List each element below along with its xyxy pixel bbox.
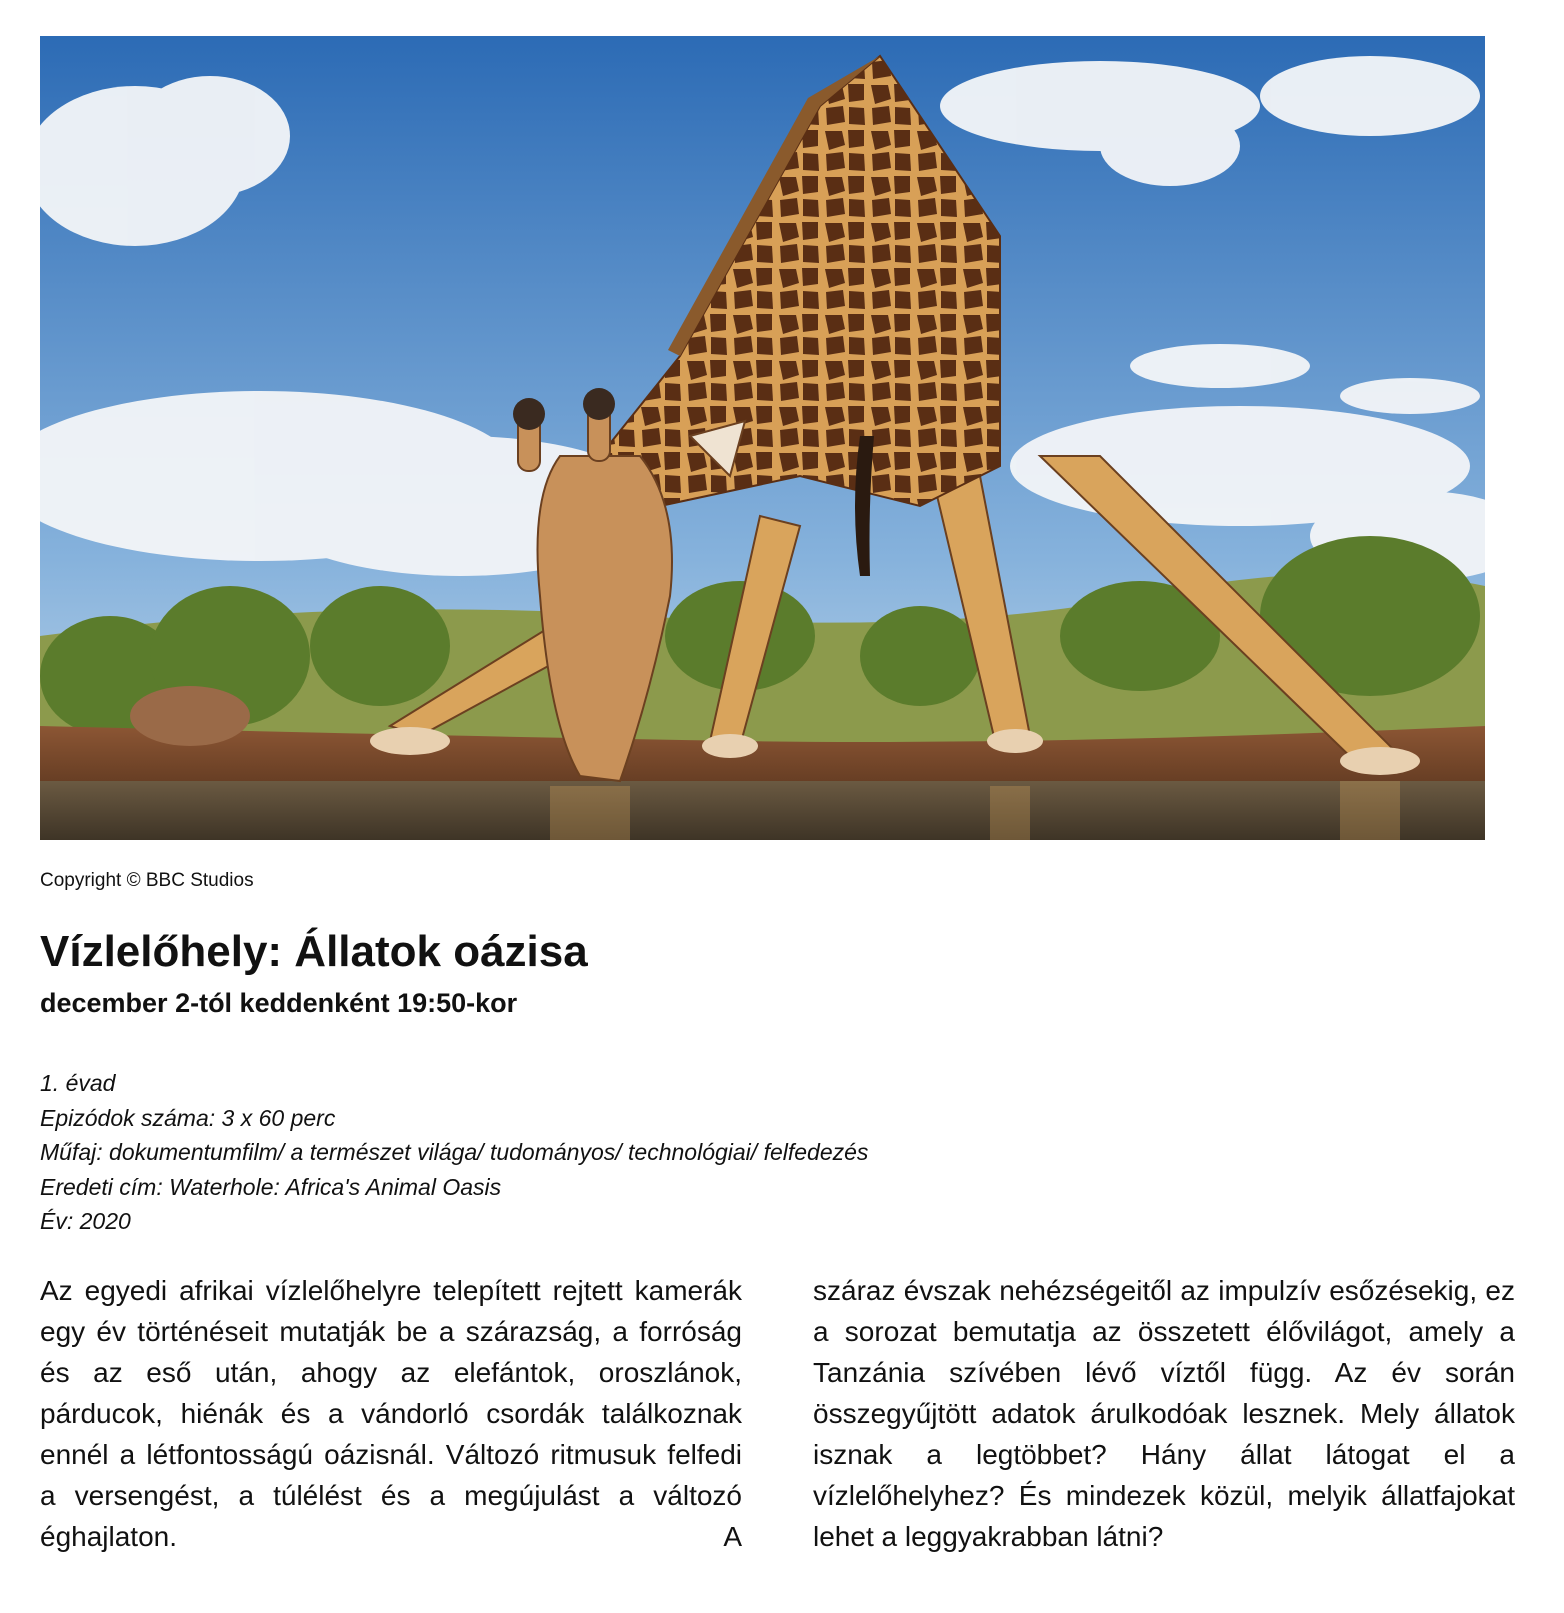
hero-image bbox=[40, 36, 1485, 840]
page-title: Vízlelőhely: Állatok oázisa bbox=[40, 927, 588, 976]
giraffe-photo bbox=[40, 36, 1485, 840]
body-text-column-left: Az egyedi afrikai vízlelőhelyre telepített rejtett kamerák egy év történéseit mutatják be a szárazság, a forróság és az eső után, ahogy az elefántok, oroszlánok, párducok, hiénák és a vándorló csordák találkoznak ennél a létfontosságú oázisnál. Változó ritmusuk felfedi a versengést, a túlélést és a megújulást a változó éghajlaton. A bbox=[40, 1275, 742, 1552]
meta-genre: Műfaj: dokumentumfilm/ a természet világa/ tudományos/ technológiai/ felfedezés bbox=[40, 1139, 869, 1165]
meta-year: Év: 2020 bbox=[40, 1208, 131, 1234]
meta-episodes: Epizódok száma: 3 x 60 perc bbox=[40, 1104, 336, 1131]
show-metadata bbox=[40, 1066, 868, 1239]
copyright-caption: Copyright © BBC Studios bbox=[40, 870, 254, 891]
broadcast-schedule: december 2-tól keddenként 19:50-kor bbox=[40, 988, 518, 1018]
meta-original-title: Eredeti cím: Waterhole: Africa's Animal Oasis bbox=[40, 1173, 502, 1200]
body-text-column-right: száraz évszak nehézségeitől az impulzív esőzésekig, ez a sorozat bemutatja az összetett élővilágot, amely a Tanzánia szívében lévő víztől függ. Az év során összegyűjtött adatok árulkodóak lesznek. Mely állatok isznak a legtöbbet? Hány állat látogat el a vízlelőhelyhez? És mindezek közül, melyik állatfajokat lehet a leggyakrabban látni? bbox=[813, 1275, 1515, 1552]
meta-season: 1. évad bbox=[40, 1070, 116, 1096]
